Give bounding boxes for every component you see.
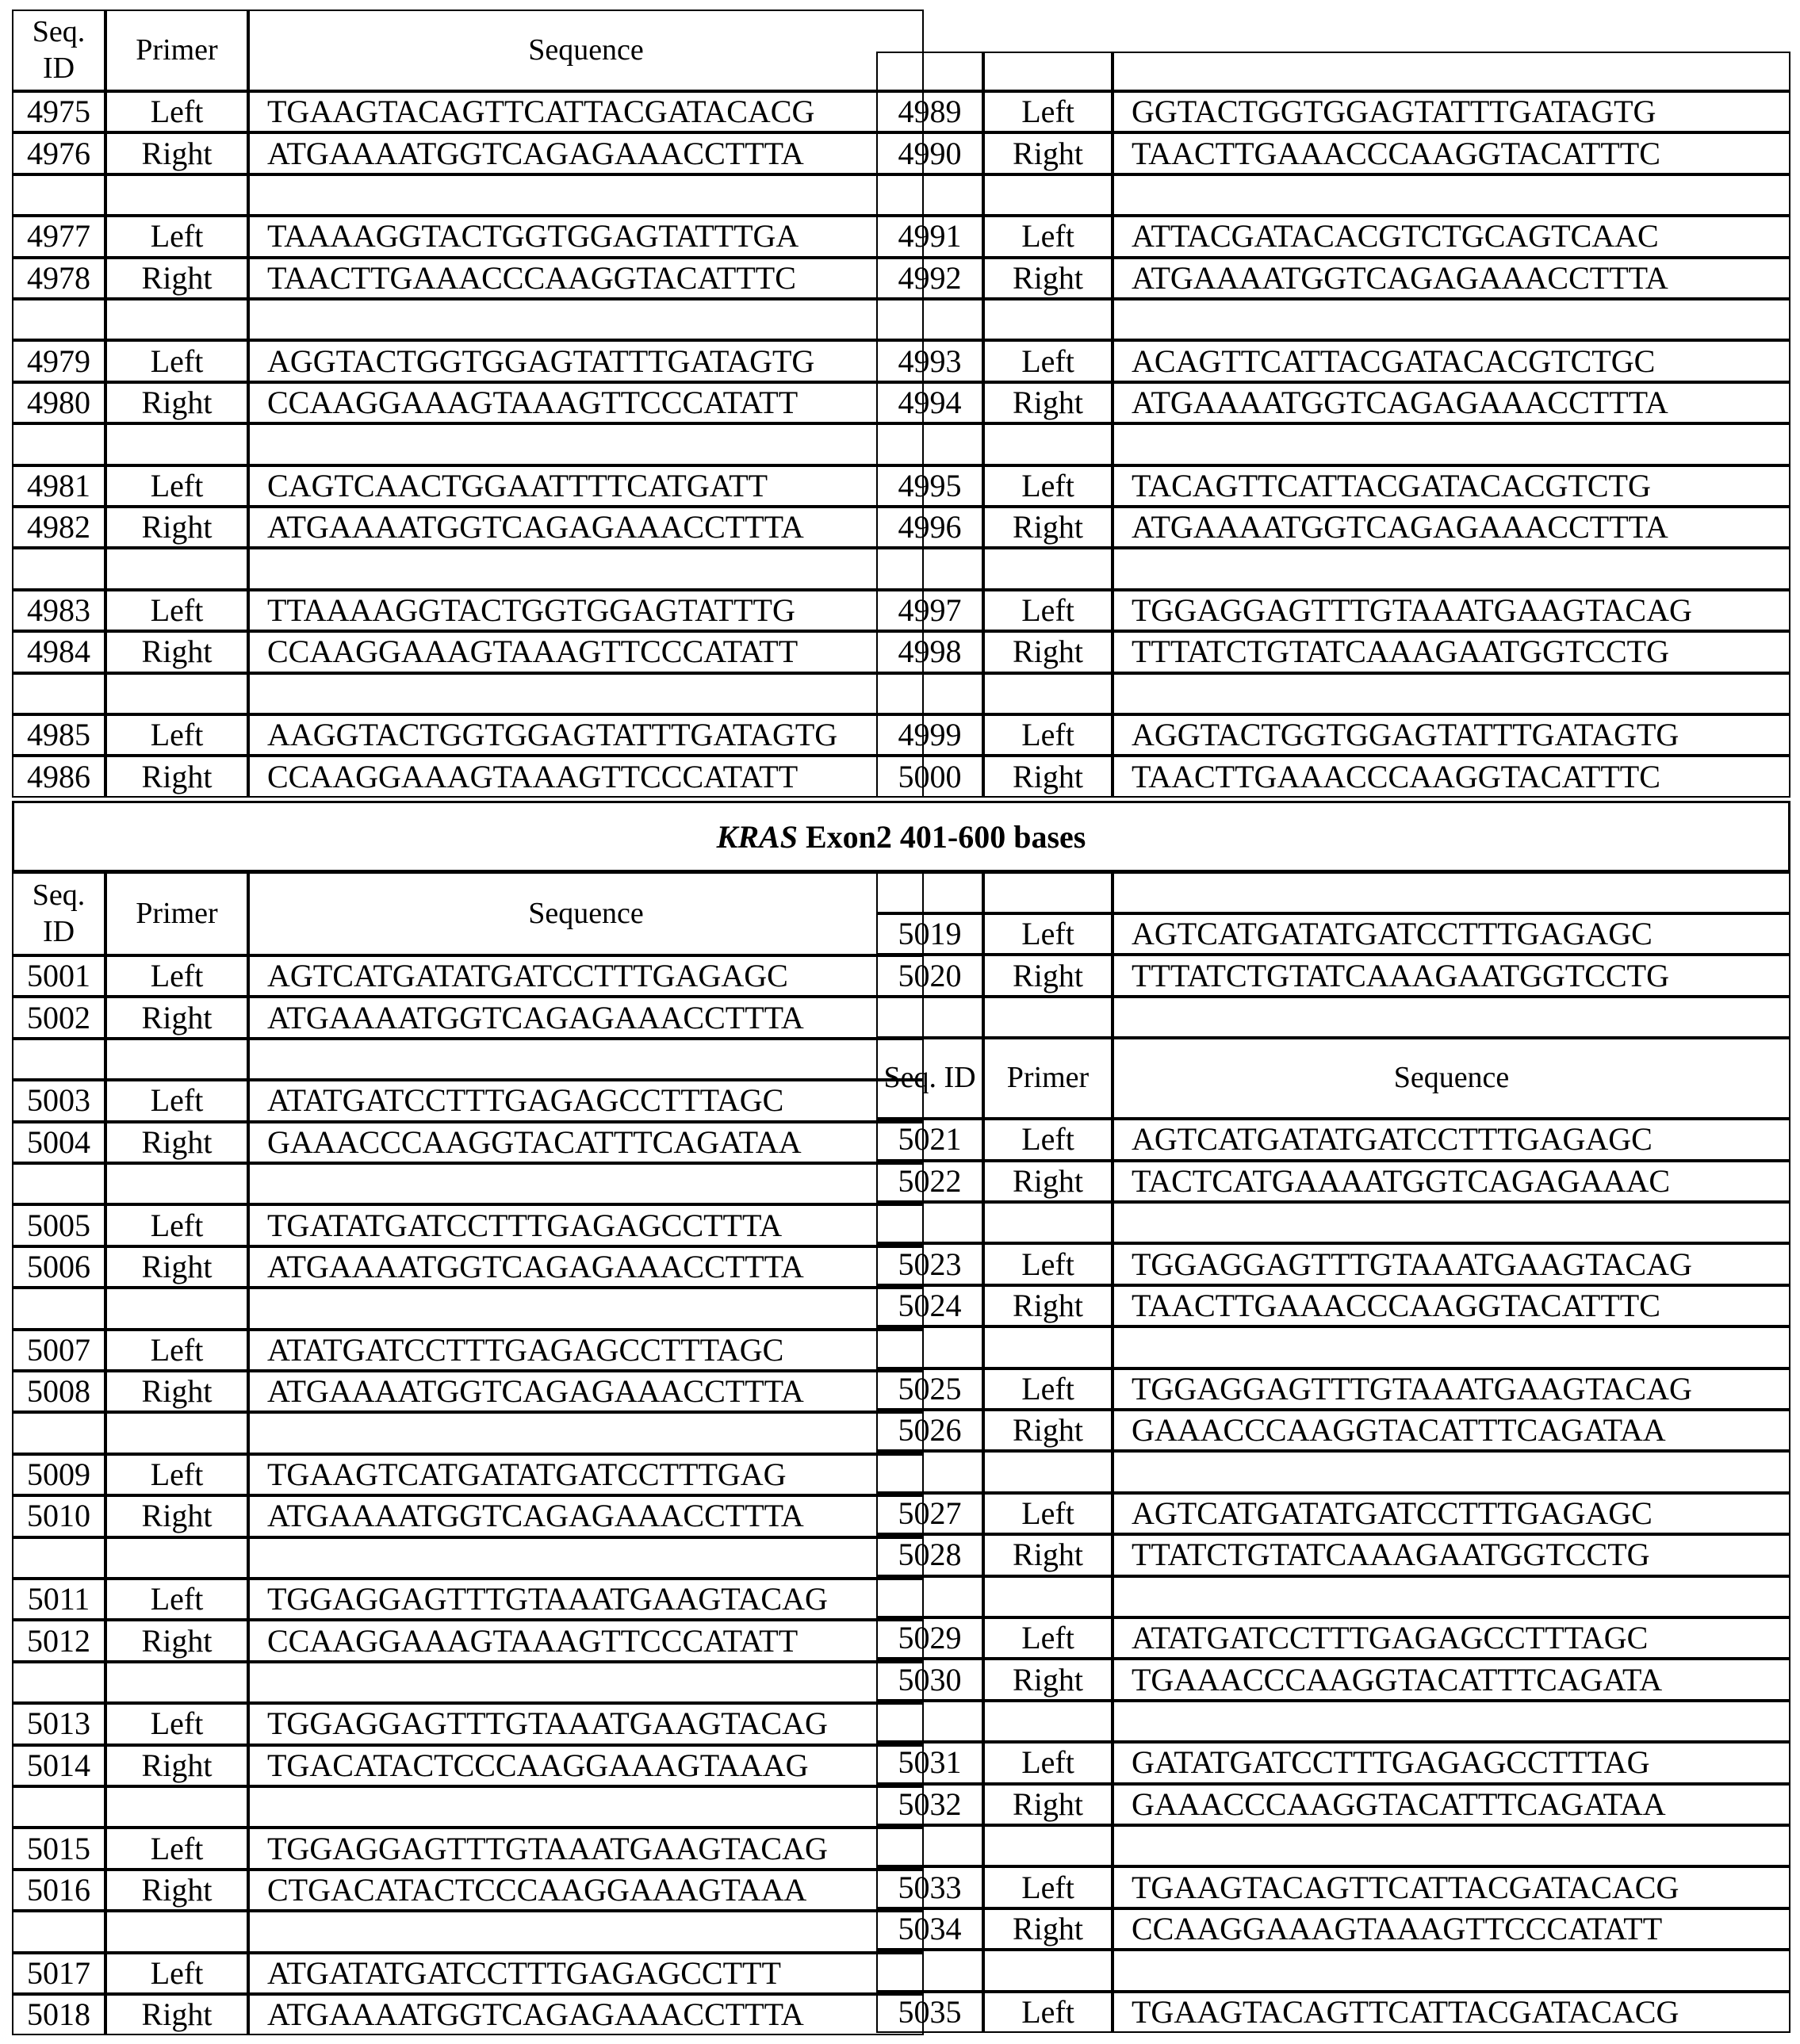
bottom-left-row-primer: Right (105, 997, 248, 1038)
bottom-right-b-row-primer (983, 1825, 1113, 1866)
bottom-left-header-primer: Primer (105, 872, 248, 955)
bottom-right-a-row-sequence: AGTCATGATATGATCCTTTGAGAGC (1113, 913, 1790, 955)
top-right-row-sequence: ACAGTTCATTACGATACACGTCTGC (1113, 340, 1790, 381)
bottom-left-header-sequence: Sequence (248, 872, 924, 955)
bottom-right-b-row-primer: Right (983, 1659, 1113, 1700)
bottom-left-row-sequence (248, 1412, 924, 1453)
top-left-row-sequence: CAGTCAACTGGAATTTTCATGATT (248, 465, 924, 507)
bottom-left-row-primer: Left (105, 1330, 248, 1371)
top-left-row-seq-id: 4980 (12, 382, 105, 423)
top-right-row-sequence: ATTACGATACACGTCTGCAGTCAAC (1113, 216, 1790, 257)
bottom-left-row-sequence: TGACATACTCCCAAGGAAAGTAAAG (248, 1745, 924, 1786)
bottom-right-b-row-primer: Left (983, 1992, 1113, 2033)
bottom-left-row-primer (105, 1412, 248, 1453)
bottom-right-b-row-primer: Left (983, 1617, 1113, 1659)
top-left-row-sequence: CCAAGGAAAGTAAAGTTCCCATATT (248, 756, 924, 797)
bottom-left-row-sequence: TGAAGTCATGATATGATCCTTTGAG (248, 1454, 924, 1495)
bottom-right-b-row-sequence: AGTCATGATATGATCCTTTGAGAGC (1113, 1493, 1790, 1534)
bottom-right-b-row-sequence: TAACTTGAAACCCAAGGTACATTTC (1113, 1285, 1790, 1326)
bottom-left-row-primer: Left (105, 1579, 248, 1620)
top-left-row-sequence (248, 299, 924, 340)
bottom-left-row-sequence: AGTCATGATATGATCCTTTGAGAGC (248, 955, 924, 997)
top-left-row-sequence (248, 423, 924, 465)
bottom-right-blank-id (876, 997, 983, 1038)
top-right-row-sequence (1113, 673, 1790, 714)
bottom-left-row-seq-id: 5008 (12, 1371, 105, 1412)
top-right-row-primer: Left (983, 91, 1113, 132)
top-right-row-seq-id: 4995 (876, 465, 983, 507)
top-right-row-sequence: ATGAAAATGGTCAGAGAAACCTTTA (1113, 258, 1790, 299)
bottom-left-row-seq-id: 5009 (12, 1454, 105, 1495)
bottom-right-b-row-seq-id (876, 1825, 983, 1866)
top-right-row-primer: Right (983, 631, 1113, 672)
top-right-row-sequence: TACAGTTCATTACGATACACGTCTG (1113, 465, 1790, 507)
top-right-row-seq-id: 4997 (876, 590, 983, 631)
bottom-right-b-row-primer: Right (983, 1908, 1113, 1950)
bottom-right-b-row-seq-id: 5027 (876, 1493, 983, 1534)
bottom-right-b-row-seq-id: 5023 (876, 1243, 983, 1284)
top-left-row-seq-id: 4984 (12, 631, 105, 672)
bottom-left-row-seq-id: 5005 (12, 1204, 105, 1246)
bottom-left-row-seq-id: 5016 (12, 1870, 105, 1911)
top-right-row-sequence: TGGAGGAGTTTGTAAATGAAGTACAG (1113, 590, 1790, 631)
top-left-row-seq-id: 4976 (12, 132, 105, 174)
top-left-row-primer: Right (105, 132, 248, 174)
bottom-right-repeat-header-primer: Primer (983, 1038, 1113, 1119)
bottom-left-row-primer: Left (105, 1454, 248, 1495)
bottom-right-b-row-seq-id: 5032 (876, 1784, 983, 1825)
top-right-row-primer: Right (983, 132, 1113, 174)
top-right-header-blank-id (876, 52, 983, 91)
bottom-right-b-row-seq-id: 5024 (876, 1285, 983, 1326)
bottom-right-a-row-seq-id: 5019 (876, 913, 983, 955)
top-right-row-primer: Right (983, 756, 1113, 797)
bottom-left-row-seq-id: 5004 (12, 1122, 105, 1163)
bottom-left-row-sequence: ATGAAAATGGTCAGAGAAACCTTTA (248, 1994, 924, 2035)
bottom-left-row-sequence: ATGAAAATGGTCAGAGAAACCTTTA (248, 1495, 924, 1537)
bottom-left-row-sequence: GAAACCCAAGGTACATTTCAGATAA (248, 1122, 924, 1163)
bottom-left-row-sequence: ATATGATCCTTTGAGAGCCTTTAGC (248, 1080, 924, 1121)
bottom-left-row-seq-id (12, 1911, 105, 1952)
bottom-left-row-seq-id (12, 1163, 105, 1204)
top-left-header-seq-id: Seq. ID (12, 10, 105, 91)
top-right-row-primer (983, 548, 1113, 589)
bottom-left-row-seq-id: 5001 (12, 955, 105, 997)
bottom-left-row-sequence: ATATGATCCTTTGAGAGCCTTTAGC (248, 1330, 924, 1371)
top-right-row-seq-id: 4992 (876, 258, 983, 299)
bottom-left-row-seq-id: 5010 (12, 1495, 105, 1537)
bottom-right-header-blank-id (876, 872, 983, 913)
bottom-left-row-seq-id: 5017 (12, 1953, 105, 1994)
bottom-right-b-row-sequence: TTATCTGTATCAAAGAATGGTCCTG (1113, 1534, 1790, 1575)
bottom-left-row-primer (105, 1288, 248, 1329)
top-left-row-sequence: TTAAAAGGTACTGGTGGAGTATTTG (248, 590, 924, 631)
bottom-right-header-blank-seq (1113, 872, 1790, 913)
top-right-row-sequence: TAACTTGAAACCCAAGGTACATTTC (1113, 132, 1790, 174)
bottom-left-row-primer: Right (105, 1870, 248, 1911)
top-left-row-sequence: TAACTTGAAACCCAAGGTACATTTC (248, 258, 924, 299)
bottom-right-b-row-sequence: TACTCATGAAAATGGTCAGAGAAAC (1113, 1161, 1790, 1202)
bottom-left-row-primer: Right (105, 1620, 248, 1661)
bottom-left-row-primer: Left (105, 1080, 248, 1121)
bottom-left-row-seq-id (12, 1662, 105, 1703)
top-left-row-primer (105, 673, 248, 714)
bottom-left-row-seq-id (12, 1039, 105, 1080)
top-left-row-primer: Right (105, 382, 248, 423)
top-left-row-primer: Left (105, 340, 248, 381)
bottom-right-b-row-seq-id (876, 1326, 983, 1368)
top-left-row-seq-id: 4977 (12, 216, 105, 257)
top-left-row-primer: Left (105, 714, 248, 756)
top-left-row-seq-id: 4978 (12, 258, 105, 299)
top-left-row-seq-id: 4975 (12, 91, 105, 132)
bottom-right-b-row-sequence (1113, 1326, 1790, 1368)
top-left-row-seq-id: 4986 (12, 756, 105, 797)
bottom-left-row-sequence (248, 1288, 924, 1329)
top-left-row-seq-id (12, 673, 105, 714)
top-right-row-sequence (1113, 548, 1790, 589)
top-right-row-primer (983, 299, 1113, 340)
bottom-right-b-row-primer (983, 1326, 1113, 1368)
top-left-row-seq-id (12, 548, 105, 589)
bottom-right-b-row-sequence: ATATGATCCTTTGAGAGCCTTTAGC (1113, 1617, 1790, 1659)
bottom-left-row-seq-id: 5003 (12, 1080, 105, 1121)
bottom-right-b-row-sequence: TGGAGGAGTTTGTAAATGAAGTACAG (1113, 1243, 1790, 1284)
bottom-right-b-row-sequence: TGAAACCCAAGGTACATTTCAGATA (1113, 1659, 1790, 1700)
bottom-right-b-row-seq-id: 5029 (876, 1617, 983, 1659)
bottom-right-b-row-primer (983, 1451, 1113, 1492)
bottom-left-row-sequence: CTGACATACTCCCAAGGAAAGTAAA (248, 1870, 924, 1911)
bottom-left-row-seq-id: 5013 (12, 1703, 105, 1744)
bottom-right-b-row-sequence (1113, 1825, 1790, 1866)
section-title-rest: Exon2 401-600 bases (797, 818, 1086, 855)
top-right-row-sequence: AGGTACTGGTGGAGTATTTGATAGTG (1113, 714, 1790, 756)
bottom-left-header-seq-id: Seq. ID (12, 872, 105, 955)
top-left-row-sequence: CCAAGGAAAGTAAAGTTCCCATATT (248, 382, 924, 423)
top-left-row-primer: Right (105, 258, 248, 299)
bottom-right-blank-primer (983, 997, 1113, 1038)
top-right-row-sequence (1113, 423, 1790, 465)
bottom-right-b-row-seq-id (876, 1202, 983, 1243)
bottom-right-b-row-primer: Right (983, 1161, 1113, 1202)
top-left-row-primer: Left (105, 216, 248, 257)
bottom-right-b-row-sequence: GATATGATCCTTTGAGAGCCTTTAG (1113, 1742, 1790, 1783)
bottom-left-row-primer: Right (105, 1745, 248, 1786)
bottom-left-row-sequence (248, 1662, 924, 1703)
bottom-right-b-row-primer (983, 1701, 1113, 1742)
bottom-left-row-sequence (248, 1911, 924, 1952)
top-right-row-sequence (1113, 174, 1790, 216)
bottom-left-row-primer: Right (105, 1994, 248, 2035)
bottom-left-row-primer: Left (105, 955, 248, 997)
top-right-row-seq-id: 4994 (876, 382, 983, 423)
bottom-right-b-row-seq-id: 5033 (876, 1866, 983, 1908)
bottom-right-b-row-primer: Left (983, 1742, 1113, 1783)
bottom-right-repeat-header-sequence: Sequence (1113, 1038, 1790, 1119)
top-left-row-seq-id: 4983 (12, 590, 105, 631)
bottom-left-row-seq-id: 5015 (12, 1828, 105, 1869)
top-left-row-sequence (248, 548, 924, 589)
bottom-left-row-sequence: TGGAGGAGTTTGTAAATGAAGTACAG (248, 1703, 924, 1744)
bottom-right-b-row-sequence: GAAACCCAAGGTACATTTCAGATAA (1113, 1784, 1790, 1825)
bottom-right-repeat-header-seq-id: Seq. ID (876, 1038, 983, 1119)
top-left-row-primer: Right (105, 756, 248, 797)
bottom-left-row-primer: Left (105, 1703, 248, 1744)
bottom-left-row-primer: Right (105, 1495, 248, 1537)
bottom-left-row-seq-id: 5011 (12, 1579, 105, 1620)
bottom-left-row-sequence (248, 1039, 924, 1080)
top-left-row-primer (105, 423, 248, 465)
top-left-row-sequence: ATGAAAATGGTCAGAGAAACCTTTA (248, 132, 924, 174)
top-right-row-seq-id: 5000 (876, 756, 983, 797)
bottom-right-b-row-sequence (1113, 1701, 1790, 1742)
top-right-row-seq-id: 4991 (876, 216, 983, 257)
top-left-row-sequence (248, 673, 924, 714)
bottom-right-b-row-sequence: AGTCATGATATGATCCTTTGAGAGC (1113, 1119, 1790, 1160)
bottom-left-row-seq-id (12, 1412, 105, 1453)
top-left-row-seq-id (12, 174, 105, 216)
top-left-row-primer (105, 299, 248, 340)
bottom-left-row-seq-id: 5006 (12, 1246, 105, 1288)
bottom-right-b-row-seq-id: 5025 (876, 1368, 983, 1410)
bottom-left-row-sequence: CCAAGGAAAGTAAAGTTCCCATATT (248, 1620, 924, 1661)
top-left-row-seq-id: 4982 (12, 507, 105, 548)
bottom-left-row-sequence (248, 1163, 924, 1204)
top-left-header-primer: Primer (105, 10, 248, 91)
top-right-row-primer: Right (983, 382, 1113, 423)
bottom-right-b-row-sequence: CCAAGGAAAGTAAAGTTCCCATATT (1113, 1908, 1790, 1950)
top-right-row-primer: Left (983, 714, 1113, 756)
bottom-left-row-sequence (248, 1537, 924, 1579)
bottom-left-row-seq-id (12, 1288, 105, 1329)
bottom-right-blank-seq (1113, 997, 1790, 1038)
bottom-right-b-row-sequence: TGAAGTACAGTTCATTACGATACACG (1113, 1992, 1790, 2033)
top-left-row-seq-id: 4985 (12, 714, 105, 756)
bottom-right-b-row-seq-id: 5034 (876, 1908, 983, 1950)
top-right-header-blank-primer (983, 52, 1113, 91)
bottom-right-a-row-seq-id: 5020 (876, 955, 983, 996)
top-right-row-primer (983, 673, 1113, 714)
section-title (12, 801, 1790, 872)
bottom-left-row-primer (105, 1537, 248, 1579)
bottom-right-b-row-sequence (1113, 1202, 1790, 1243)
bottom-right-b-row-primer: Left (983, 1493, 1113, 1534)
top-left-row-sequence: AGGTACTGGTGGAGTATTTGATAGTG (248, 340, 924, 381)
top-right-row-seq-id: 4989 (876, 91, 983, 132)
bottom-right-b-row-seq-id (876, 1950, 983, 1991)
top-right-row-primer (983, 423, 1113, 465)
top-right-row-seq-id: 4998 (876, 631, 983, 672)
top-left-row-primer: Left (105, 465, 248, 507)
bottom-right-b-row-seq-id: 5035 (876, 1992, 983, 2033)
bottom-left-row-primer (105, 1039, 248, 1080)
top-right-row-seq-id: 4996 (876, 507, 983, 548)
bottom-right-b-row-primer: Left (983, 1243, 1113, 1284)
bottom-left-row-primer (105, 1911, 248, 1952)
bottom-left-row-seq-id: 5018 (12, 1994, 105, 2035)
top-left-row-seq-id: 4981 (12, 465, 105, 507)
top-left-row-sequence: ATGAAAATGGTCAGAGAAACCTTTA (248, 507, 924, 548)
bottom-right-b-row-primer (983, 1950, 1113, 1991)
bottom-left-row-seq-id (12, 1786, 105, 1828)
bottom-right-a-row-sequence: TTTATCTGTATCAAAGAATGGTCCTG (1113, 955, 1790, 996)
bottom-left-row-primer (105, 1662, 248, 1703)
top-right-row-primer: Right (983, 258, 1113, 299)
top-right-row-seq-id: 4990 (876, 132, 983, 174)
top-right-row-sequence: GGTACTGGTGGAGTATTTGATAGTG (1113, 91, 1790, 132)
bottom-left-row-primer: Left (105, 1953, 248, 1994)
top-left-row-seq-id: 4979 (12, 340, 105, 381)
bottom-left-row-primer: Right (105, 1122, 248, 1163)
bottom-left-row-seq-id: 5012 (12, 1620, 105, 1661)
bottom-left-row-sequence: TGATATGATCCTTTGAGAGCCTTTA (248, 1204, 924, 1246)
top-left-row-seq-id (12, 299, 105, 340)
top-right-row-primer: Left (983, 590, 1113, 631)
bottom-left-row-primer: Left (105, 1828, 248, 1869)
bottom-right-b-row-sequence (1113, 1576, 1790, 1617)
top-right-header-blank-seq (1113, 52, 1790, 91)
top-left-row-primer (105, 174, 248, 216)
top-left-row-sequence: AAGGTACTGGTGGAGTATTTGATAGTG (248, 714, 924, 756)
bottom-right-b-row-primer: Right (983, 1534, 1113, 1575)
bottom-left-row-seq-id (12, 1537, 105, 1579)
bottom-right-b-row-seq-id: 5026 (876, 1410, 983, 1451)
bottom-left-row-primer: Right (105, 1246, 248, 1288)
top-right-row-primer: Left (983, 465, 1113, 507)
bottom-right-b-row-primer (983, 1202, 1113, 1243)
top-left-row-primer: Left (105, 590, 248, 631)
bottom-right-header-blank-primer (983, 872, 1113, 913)
bottom-right-b-row-primer: Right (983, 1784, 1113, 1825)
bottom-left-row-primer: Right (105, 1371, 248, 1412)
bottom-left-row-sequence: ATGAAAATGGTCAGAGAAACCTTTA (248, 1246, 924, 1288)
bottom-right-a-row-primer: Left (983, 913, 1113, 955)
bottom-right-b-row-primer: Right (983, 1285, 1113, 1326)
bottom-right-b-row-primer (983, 1576, 1113, 1617)
bottom-right-b-row-sequence (1113, 1451, 1790, 1492)
bottom-right-b-row-primer: Left (983, 1119, 1113, 1160)
bottom-left-row-seq-id: 5007 (12, 1330, 105, 1371)
top-right-row-primer: Right (983, 507, 1113, 548)
top-right-row-primer: Left (983, 216, 1113, 257)
bottom-left-row-sequence: TGGAGGAGTTTGTAAATGAAGTACAG (248, 1828, 924, 1869)
bottom-right-b-row-sequence: TGGAGGAGTTTGTAAATGAAGTACAG (1113, 1368, 1790, 1410)
top-right-row-sequence: TTTATCTGTATCAAAGAATGGTCCTG (1113, 631, 1790, 672)
top-left-row-primer: Left (105, 91, 248, 132)
bottom-left-row-primer (105, 1163, 248, 1204)
top-left-row-sequence: TAAAAGGTACTGGTGGAGTATTTGA (248, 216, 924, 257)
bottom-right-b-row-seq-id: 5022 (876, 1161, 983, 1202)
bottom-right-b-row-sequence: TGAAGTACAGTTCATTACGATACACG (1113, 1866, 1790, 1908)
bottom-right-b-row-seq-id: 5021 (876, 1119, 983, 1160)
top-right-row-sequence: TAACTTGAAACCCAAGGTACATTTC (1113, 756, 1790, 797)
bottom-left-row-seq-id: 5014 (12, 1745, 105, 1786)
top-left-row-sequence: TGAAGTACAGTTCATTACGATACACG (248, 91, 924, 132)
bottom-left-row-seq-id: 5002 (12, 997, 105, 1038)
top-right-row-sequence: ATGAAAATGGTCAGAGAAACCTTTA (1113, 507, 1790, 548)
bottom-right-a-row-primer: Right (983, 955, 1113, 996)
bottom-left-row-primer (105, 1786, 248, 1828)
top-right-row-sequence (1113, 299, 1790, 340)
top-left-row-sequence (248, 174, 924, 216)
bottom-right-b-row-seq-id: 5031 (876, 1742, 983, 1783)
bottom-right-b-row-seq-id (876, 1451, 983, 1492)
bottom-right-b-row-seq-id (876, 1576, 983, 1617)
bottom-left-row-sequence: ATGAAAATGGTCAGAGAAACCTTTA (248, 997, 924, 1038)
gene-name: KRAS (716, 818, 798, 855)
bottom-right-b-row-sequence (1113, 1950, 1790, 1991)
bottom-left-row-primer: Left (105, 1204, 248, 1246)
bottom-left-row-sequence: ATGATATGATCCTTTGAGAGCCTTT (248, 1953, 924, 1994)
top-left-header-sequence: Sequence (248, 10, 924, 91)
bottom-right-b-row-seq-id (876, 1701, 983, 1742)
bottom-right-b-row-seq-id: 5028 (876, 1534, 983, 1575)
top-left-row-primer: Right (105, 507, 248, 548)
bottom-right-b-row-seq-id: 5030 (876, 1659, 983, 1700)
bottom-right-b-row-primer: Left (983, 1866, 1113, 1908)
top-right-row-seq-id: 4993 (876, 340, 983, 381)
bottom-left-row-sequence: ATGAAAATGGTCAGAGAAACCTTTA (248, 1371, 924, 1412)
top-left-row-primer (105, 548, 248, 589)
top-left-row-primer: Right (105, 631, 248, 672)
top-right-row-sequence: ATGAAAATGGTCAGAGAAACCTTTA (1113, 382, 1790, 423)
bottom-left-row-sequence (248, 1786, 924, 1828)
bottom-right-b-row-sequence: GAAACCCAAGGTACATTTCAGATAA (1113, 1410, 1790, 1451)
top-right-row-seq-id: 4999 (876, 714, 983, 756)
top-right-row-primer: Left (983, 340, 1113, 381)
bottom-right-b-row-primer: Right (983, 1410, 1113, 1451)
bottom-right-b-row-primer: Left (983, 1368, 1113, 1410)
top-left-row-sequence: CCAAGGAAAGTAAAGTTCCCATATT (248, 631, 924, 672)
top-right-row-primer (983, 174, 1113, 216)
bottom-left-row-sequence: TGGAGGAGTTTGTAAATGAAGTACAG (248, 1579, 924, 1620)
top-left-row-seq-id (12, 423, 105, 465)
